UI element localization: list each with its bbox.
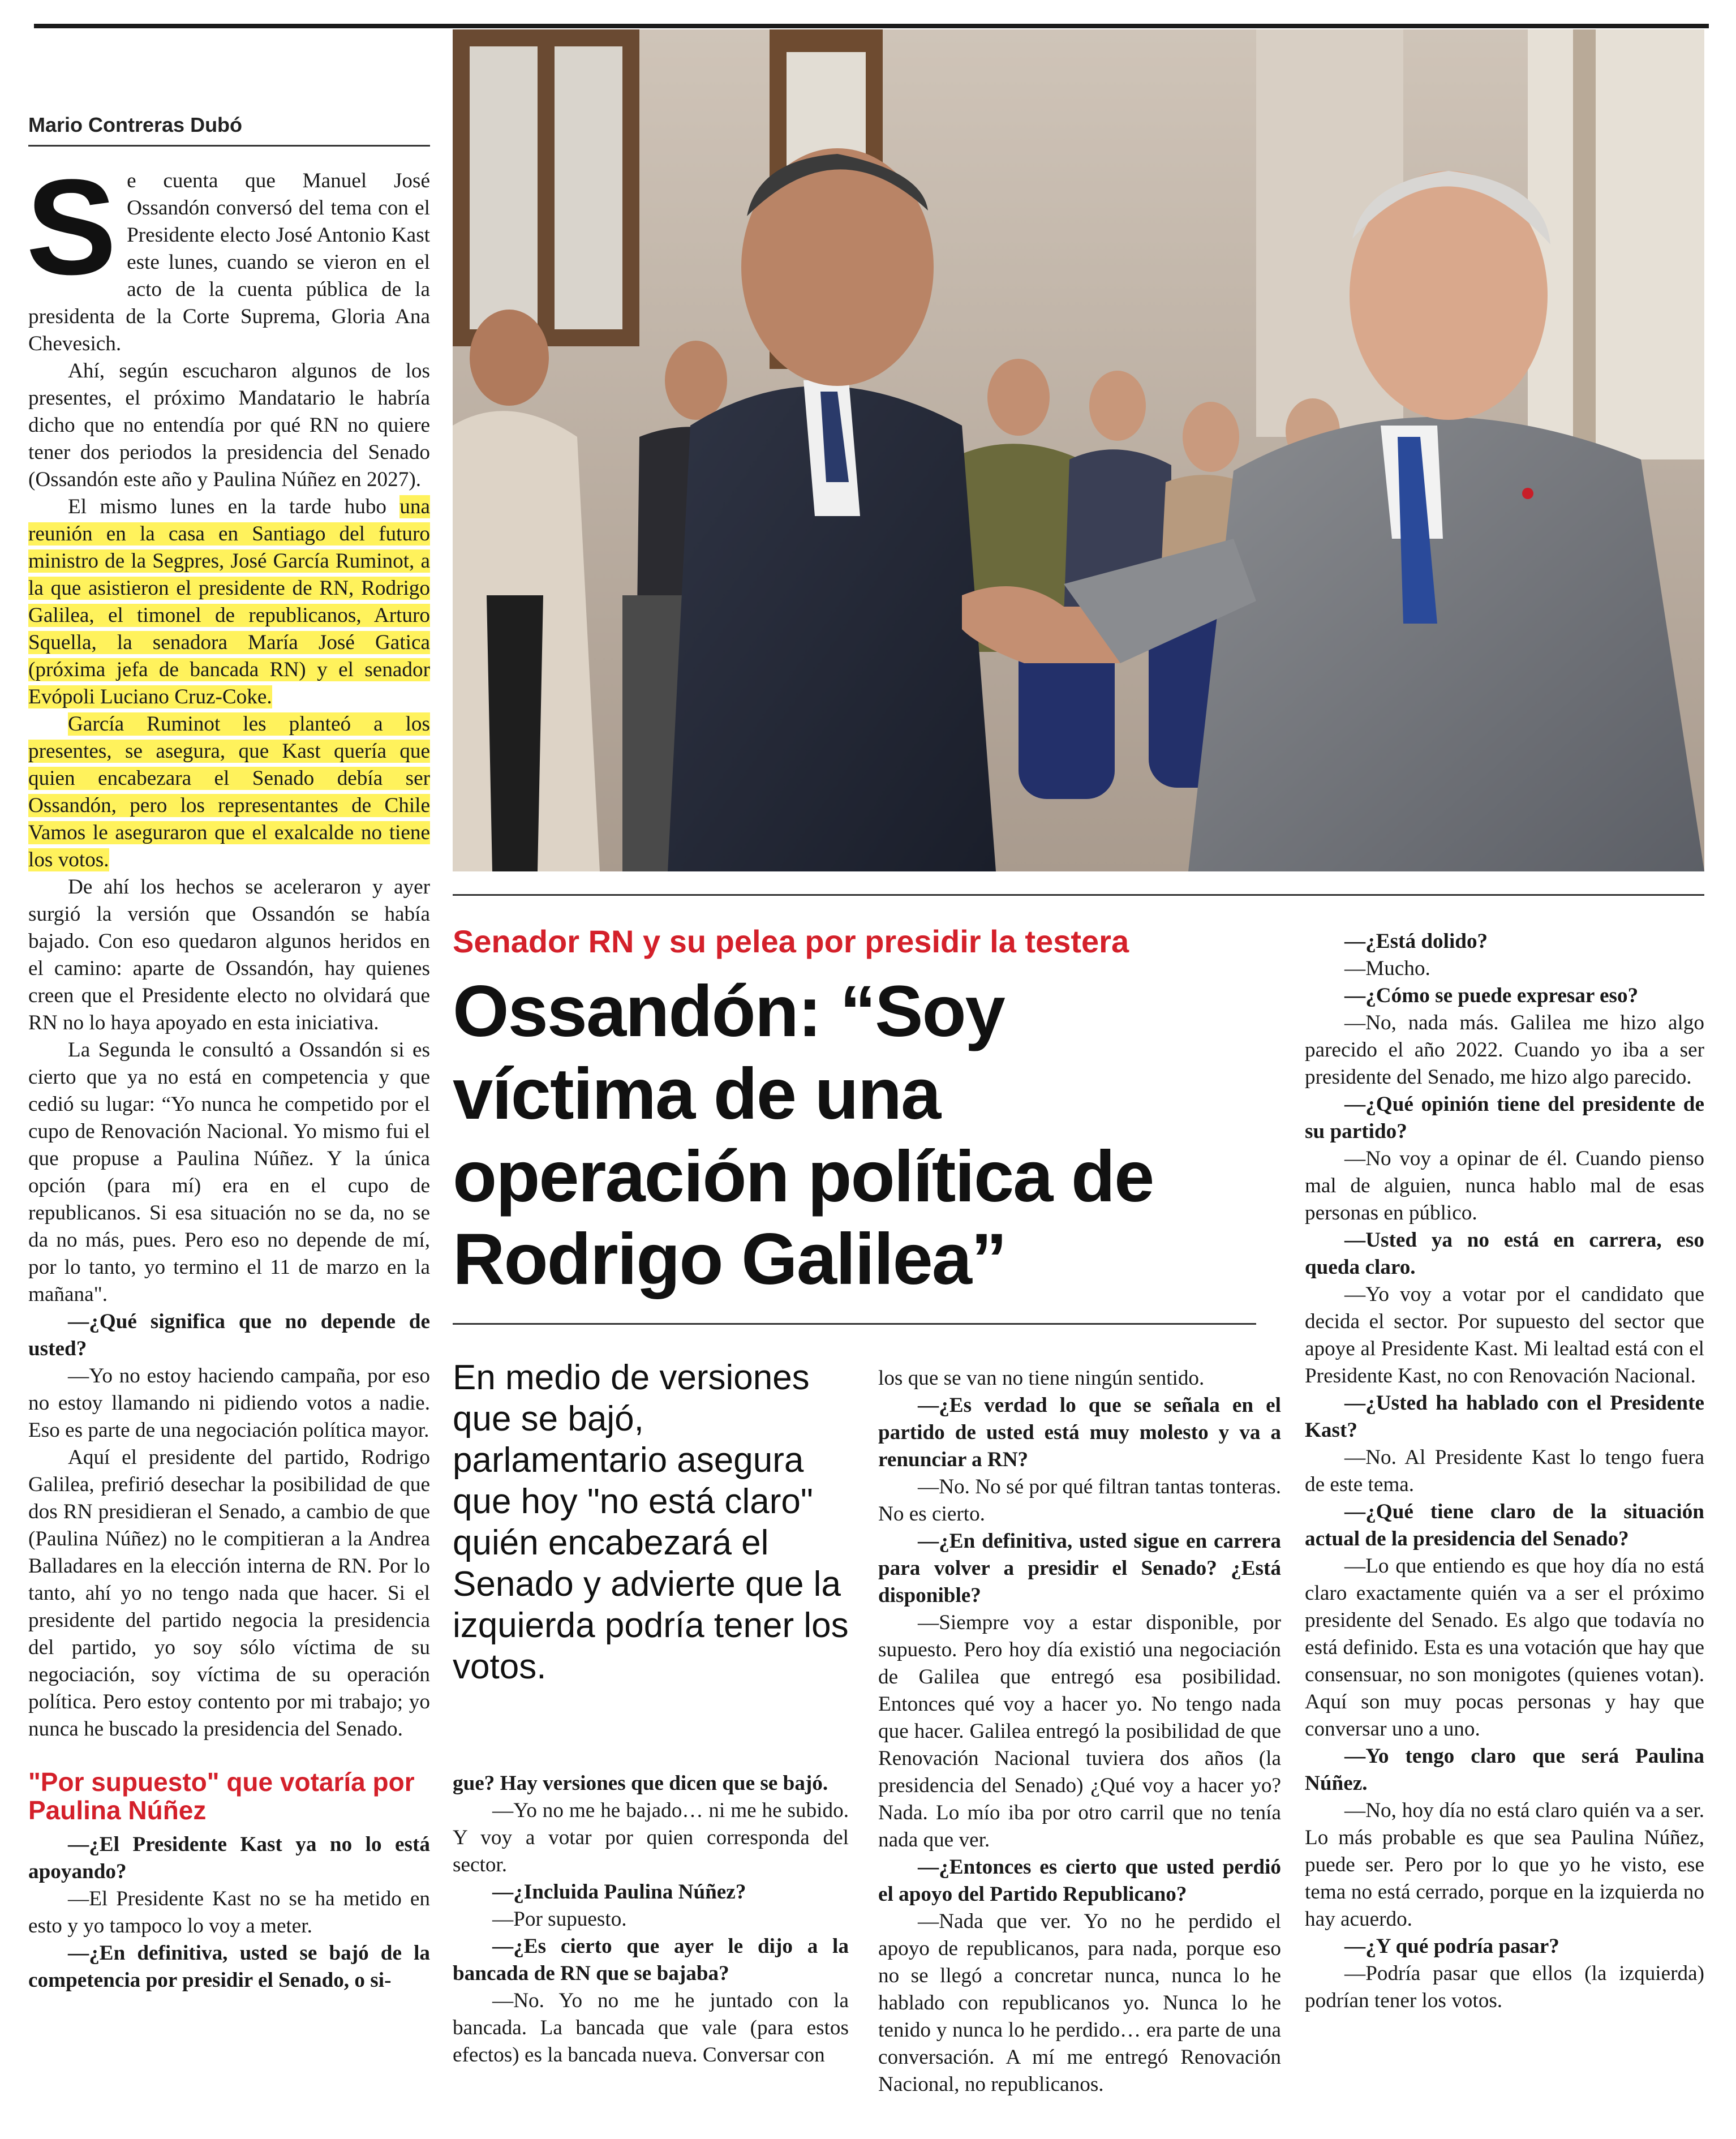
column-1: [26, 151, 430, 1994]
answer: —No, hoy día no está claro quién va a ser. Lo más probable es que sea Paulina Núñez, puede ser. Pero por lo que yo he visto, ese tema no está cerrado, porque en la izquierda no hay acuerdo.: [1305, 1799, 1704, 1931]
question: —¿En definitiva, usted se bajó de la competencia por presidir el Senado, o si-: [28, 1942, 430, 1992]
answer: —No. No sé por qué filtran tantas tonteras. No es cierto.: [878, 1475, 1281, 1526]
paragraph-text: El mismo lunes en la tarde hubo: [68, 495, 400, 518]
paragraph: La Segunda le consultó a Ossandón si es cierto que ya no está en competencia y que cedió su lugar: “Yo nunca he competido por el cupo de Renovación Nacional. Yo mismo fui el que propuse a Paulina Núñez. Y la única opción (para mí) era en el cupo de republicanos. Si esa situación no se da, no se da no más, pues. Pero eso no depende de mí, por lo tanto, yo termino el 11 de marzo en la mañana".: [28, 1038, 430, 1306]
headline-rule: [453, 1323, 1256, 1325]
byline: Mario Contreras Dubó: [28, 113, 243, 136]
answer: —Lo que entiendo es que hoy día no está claro exactamente quién va a ser el próximo presidente del Senado. Es algo que todavía no está definido. Esta es una votación que hay que consensuar, no son monigotes (quienes votan). Aquí son muy pocas personas y hay que conversar uno a uno.: [1305, 1554, 1704, 1741]
answer: —No. Yo no me he juntado con la bancada. La bancada que vale (para estos efectos) es la bancada nueva. Conversar con: [453, 1989, 849, 2067]
answer: —No. Al Presidente Kast lo tengo fuera de este tema.: [1305, 1446, 1704, 1496]
question: —¿Es verdad lo que se señala en el partido de usted está muy molesto y va a renunciar a RN?: [878, 1394, 1281, 1471]
answer: —Por supuesto.: [492, 1908, 627, 1931]
paragraph: [28, 493, 430, 711]
answer: —Yo no estoy haciendo campaña, por eso no estoy llamando ni pidiendo votos a nadie. Eso es parte de una negociación política mayor.: [28, 1364, 430, 1442]
paragraph: De ahí los hechos se aceleraron y ayer surgió la versión que Ossandón se había bajado. Con eso quedaron algunos heridos en el camino: aparte de Ossandón, hay quienes creen que el Presidente electo no olvidará que RN no lo haya apoyado en esta iniciativa.: [28, 875, 430, 1034]
question: —¿El Presidente Kast ya no lo está apoyando?: [28, 1833, 430, 1883]
answer: —Podría pasar que ellos (la izquierda) podrían tener los votos.: [1305, 1962, 1704, 2012]
section-rule: [453, 894, 1704, 896]
question: —¿Y qué podría pasar?: [1344, 1935, 1559, 1958]
handshake-photo-illustration: [453, 29, 1704, 871]
answer: —Mucho.: [1344, 957, 1430, 980]
question: —¿Qué opinión tiene del presidente de su partido?: [1305, 1093, 1704, 1143]
question: —¿Es cierto que ayer le dijo a la bancada de RN que se bajaba?: [453, 1935, 849, 1985]
answer: —Siempre voy a estar disponible, por supuesto. Pero hoy día existió una negociación de Galilea que entregó esa posibilidad. Entonces qué voy a hacer yo. No tengo nada que hacer. Galilea entregó la posibilidad de que Renovación Nacional tuviera dos años (la presidencia del Senado) ¿Qué voy a hacer yo? Nada. Lo mío iba por otro carril que no tenía nada que ver.: [878, 1611, 1281, 1852]
question: —¿Entonces es cierto que usted perdió el apoyo del Partido Republicano?: [878, 1855, 1281, 1906]
answer: —No voy a opinar de él. Cuando pienso mal de alguien, nunca hablo mal de esas personas en público.: [1305, 1147, 1704, 1225]
question: gue? Hay versiones que dicen que se bajó.: [453, 1772, 828, 1795]
question: —¿Cómo se puede expresar eso?: [1344, 984, 1639, 1007]
headline: Ossandón: “Soy víctima de una operación política de Rodrigo Galilea”: [453, 971, 1154, 1300]
question: —¿Está dolido?: [1344, 930, 1488, 953]
question: —¿Qué tiene claro de la situación actual de la presidencia del Senado?: [1305, 1500, 1704, 1550]
question: —¿Incluida Paulina Núñez?: [492, 1880, 746, 1904]
top-rule: [34, 24, 1709, 28]
question: —¿En definitiva, usted sigue en carrera para volver a presidir el Senado? ¿Está disponible?: [878, 1530, 1281, 1607]
paragraph: e cuenta que Manuel José Ossandón conversó del tema con el Presidente electo José Antonio Kast este lunes, cuando se vieron en el acto de la cuenta pública de la presidenta de la Corte Suprema, Gloria Ana Chevesich.: [28, 169, 430, 355]
highlighted-text: García Ruminot les planteó a los presentes, se asegura, que Kast quería que quien encabezara el Senado debía ser Ossandón, pero los representantes de Chile Vamos le aseguraron que el exalcalde no tiene los votos.: [28, 712, 430, 871]
highlighted-text: una reunión en la casa en Santiago del futuro ministro de la Segpres, José García Ruminot, a la que asistieron el presidente de RN, Rodrigo Galilea, el timonel de republicanos, Arturo Squella, la senadora María José Gatica (próxima jefa de bancada RN) y el senador Evópoli Luciano Cruz-Coke.: [28, 495, 430, 708]
answer: —Yo no me he bajado… ni me he subido. Y voy a votar por quien corresponda del sector.: [453, 1799, 849, 1876]
question: —¿Qué significa que no depende de usted?: [28, 1310, 430, 1360]
answer: los que se van no tiene ningún sentido.: [878, 1367, 1205, 1390]
byline-rule: [28, 145, 430, 147]
news-photo: [453, 29, 1704, 871]
paragraph: Ahí, según escucharon algunos de los presentes, el próximo Mandatario le habría dicho que no entendía por qué RN no quiere tener dos periodos la presidencia del Senado (Ossandón este año y Paulina Núñez en 2027).: [28, 359, 430, 491]
drop-cap: S: [26, 151, 117, 303]
question: —¿Usted ha hablado con el Presidente Kast?: [1305, 1391, 1704, 1442]
column-4: [1305, 928, 1704, 2015]
column-2: [453, 1770, 849, 2069]
subheading: "Por supuesto" que votaría por Paulina Núñez: [28, 1767, 415, 1825]
kicker: Senador RN y su pelea por presidir la testera: [453, 924, 1129, 959]
paragraph: [28, 711, 430, 874]
question: —Yo tengo claro que será Paulina Núñez.: [1305, 1745, 1704, 1795]
question: —Usted ya no está en carrera, eso queda claro.: [1305, 1229, 1704, 1279]
answer: —Nada que ver. Yo no he perdido el apoyo de republicanos, para nada, porque eso no se llegó a concretar nunca, nunca lo he hablado con republicanos yo. Nunca lo he tenido y nunca lo he perdido… era parte de una conversación. A mí me entregó Renovación Nacional, no republicanos.: [878, 1910, 1281, 2096]
answer: Aquí el presidente del partido, Rodrigo Galilea, prefirió desechar la posibilidad de que dos RN presidieran el Senado, a cambio de que (Paulina Núñez) no le compitieran a la Andrea Balladares en la elección interna de RN. Por lo tanto, ahí yo no tengo nada que hacer. Si el presidente del partido negocia la presidencia del partido, yo soy sólo víctima de su negociación, soy víctima de su operación política. Pero estoy contento por mi trabajo; yo nunca he buscado la presidencia del Senado.: [28, 1446, 430, 1741]
answer: —No, nada más. Galilea me hizo algo parecido el año 2022. Cuando yo iba a ser presidente del Senado, me hizo algo parecido.: [1305, 1011, 1704, 1089]
column-3: [878, 1365, 1281, 2098]
deck: En medio de versiones que se bajó, parlamentario asegura que hoy "no está claro" quién encabezará el Senado y advierte que la izquierda podría tener los votos.: [453, 1358, 849, 1686]
answer: —El Presidente Kast no se ha metido en esto y yo tampoco lo voy a meter.: [28, 1887, 430, 1938]
answer: —Yo voy a votar por el candidato que decida el sector. Por supuesto del sector que apoye al Presidente Kast. Mi lealtad está con el Presidente Kast, no con Renovación Nacional.: [1305, 1283, 1704, 1388]
